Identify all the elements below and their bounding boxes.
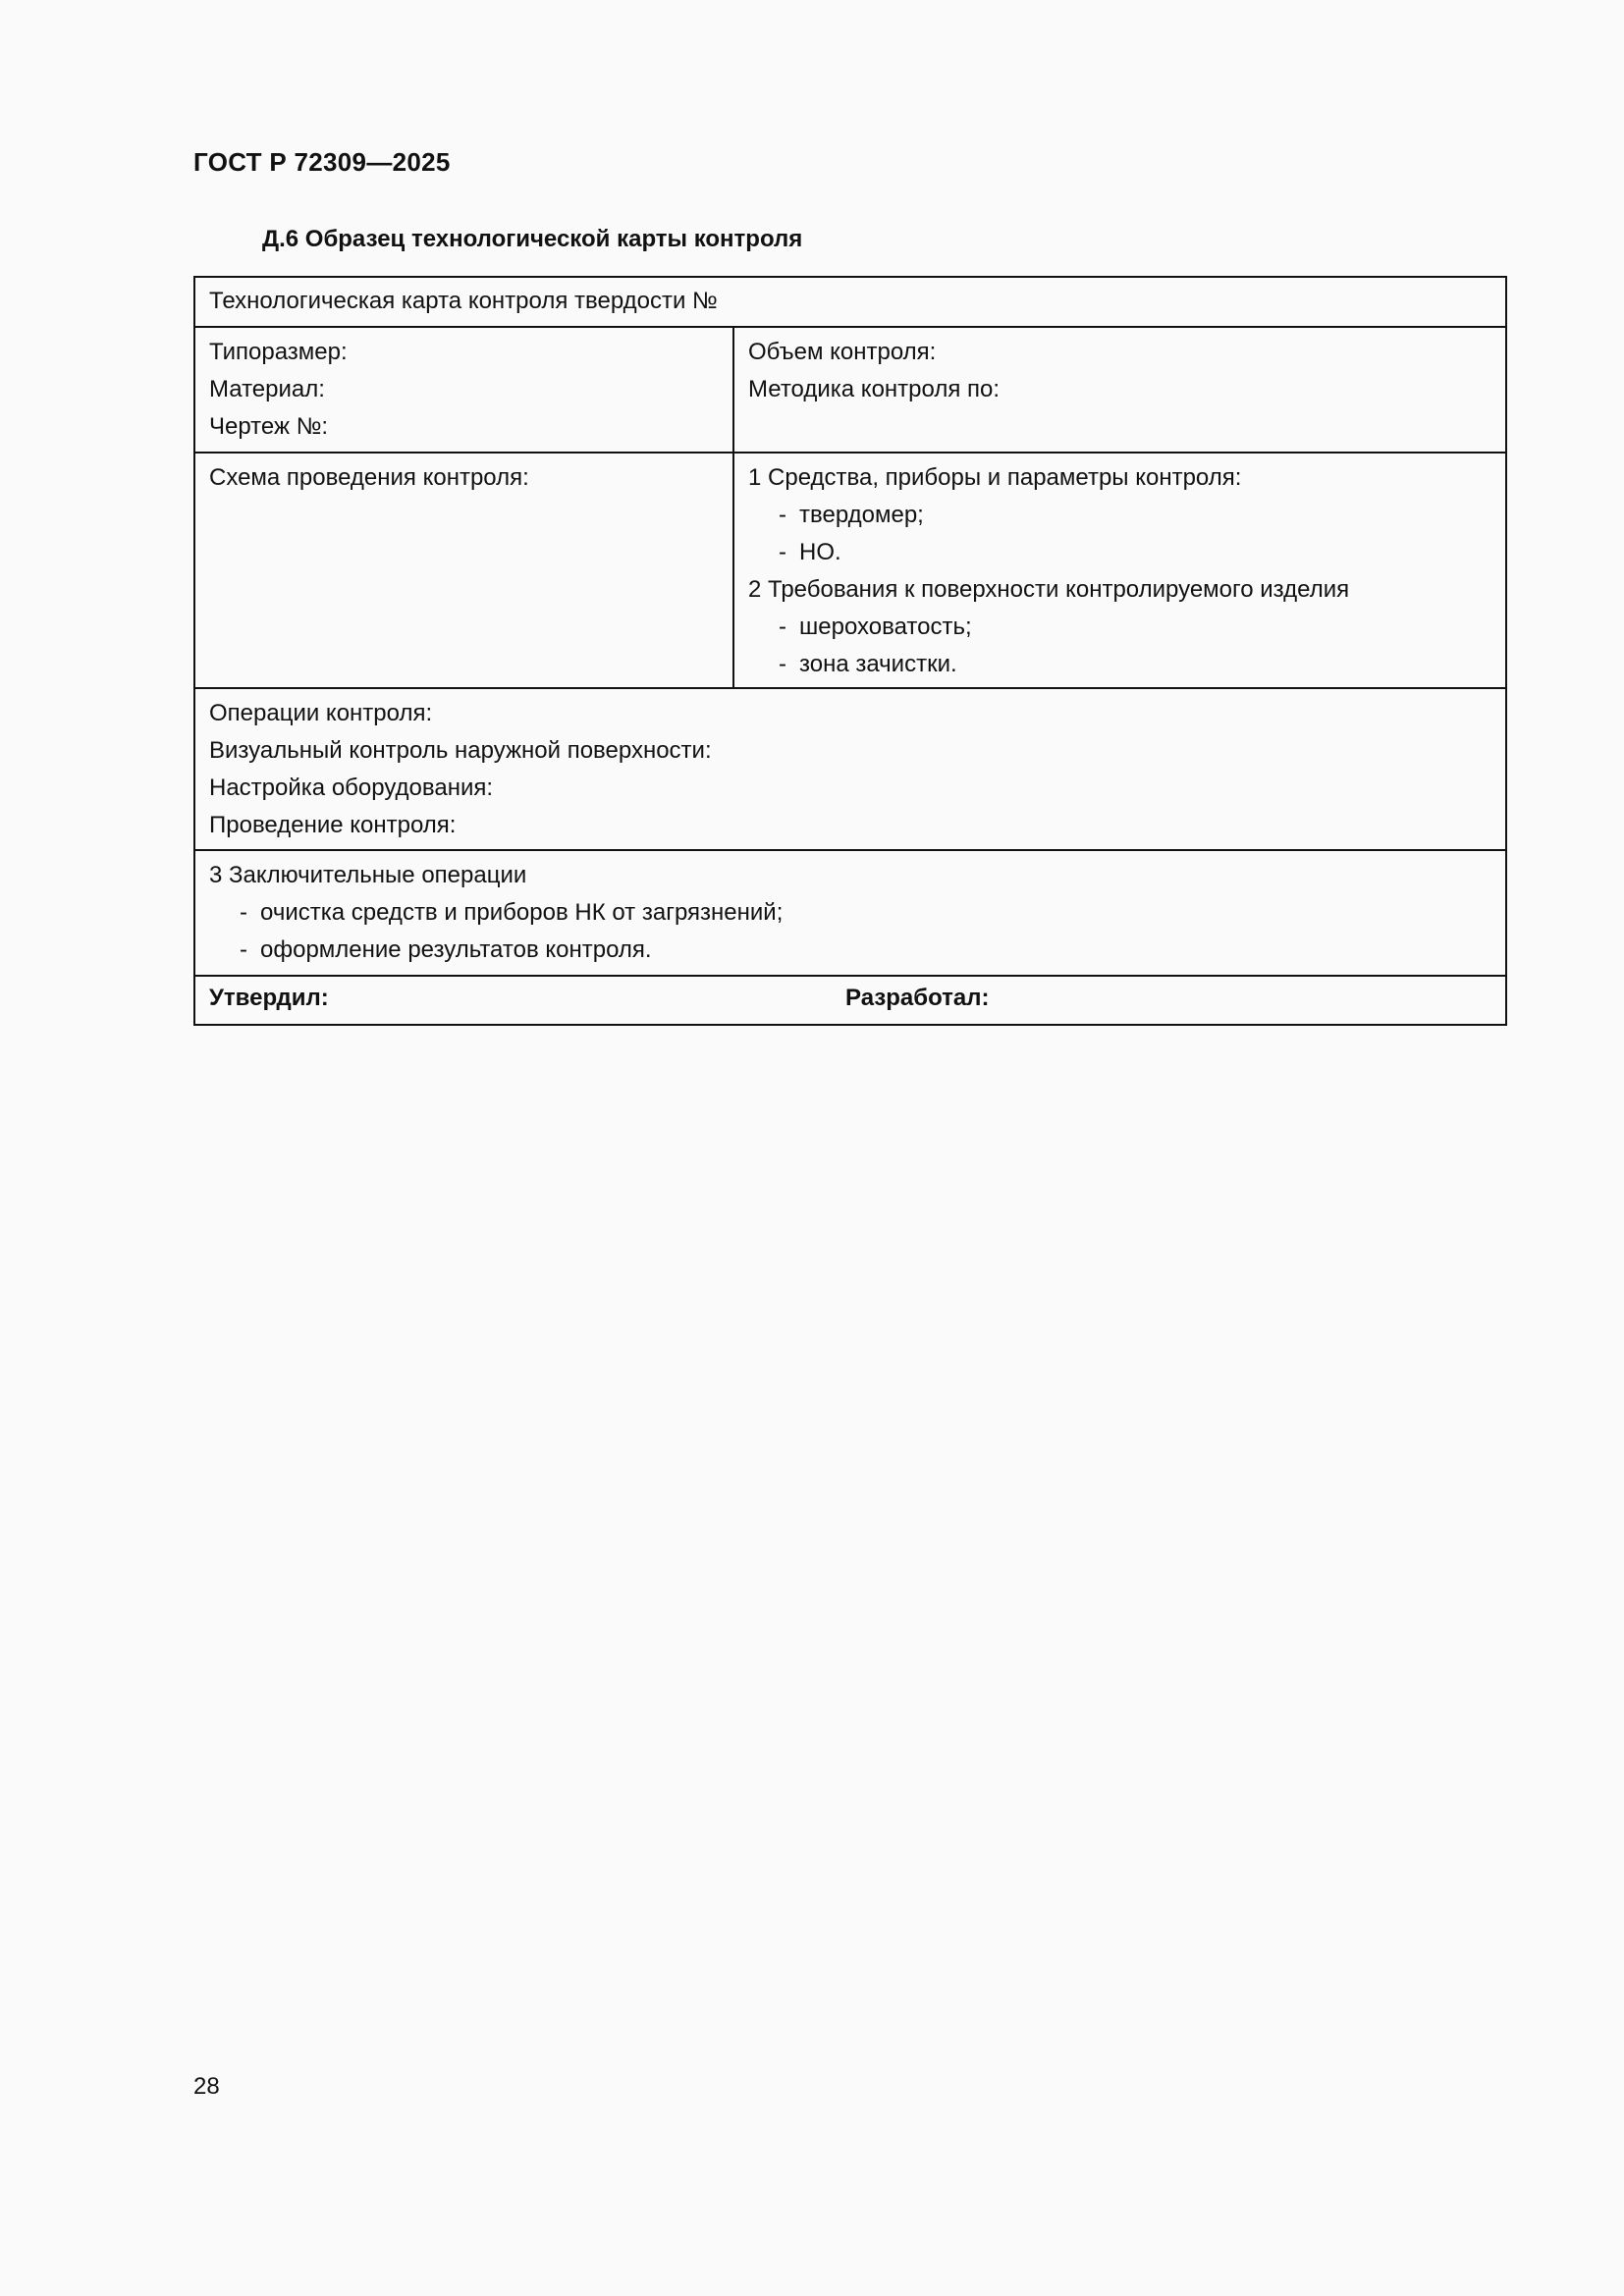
final-item-documentation: оформление результатов контроля. (260, 936, 652, 963)
operations-cell (195, 689, 1505, 849)
document-header: ГОСТ Р 72309—2025 (193, 147, 451, 177)
equipment-setup-label: Настройка оборудования: (209, 774, 494, 801)
card-final-row (195, 849, 1505, 975)
developed-label: Разработал: (845, 985, 990, 1011)
final-item-cleaning: очистка средств и приборов НК от загрязнений; (260, 899, 784, 926)
card-signature-row (195, 975, 1505, 1024)
size-type-label: Типоразмер: (209, 339, 348, 365)
list-item (748, 534, 1491, 571)
dash-marker: - (779, 651, 786, 677)
material-label: Материал: (209, 376, 325, 402)
info-left-cell (195, 328, 734, 452)
card-operations-row (195, 687, 1505, 849)
surface-item-cleaning-zone: зона зачистки. (799, 651, 957, 677)
card-info-row (195, 326, 1505, 452)
page-number: 28 (193, 2073, 220, 2100)
card-title-row (195, 278, 1505, 326)
card-title: Технологическая карта контроля твердости № (209, 288, 718, 314)
scheme-cell (195, 454, 734, 687)
card-scheme-row (195, 452, 1505, 687)
final-heading: 3 Заключительные операции (209, 862, 527, 888)
list-item (748, 497, 1491, 534)
dash-marker: - (240, 899, 247, 926)
section-title: Д.6 Образец технологической карты контроля (262, 226, 803, 252)
control-method-label: Методика контроля по: (748, 376, 1001, 402)
card-title-cell (195, 278, 1505, 326)
dash-marker: - (779, 502, 786, 528)
surface-item-roughness: шероховатость; (799, 614, 972, 640)
list-item (748, 609, 1491, 646)
surface-heading: 2 Требования к поверхности контролируемого изделия (748, 576, 1350, 603)
control-execution-label: Проведение контроля: (209, 812, 457, 838)
dash-marker: - (779, 539, 786, 565)
list-item (209, 894, 1491, 932)
final-operations-cell (195, 851, 1505, 975)
operations-heading: Операции контроля: (209, 700, 433, 726)
control-card-table (193, 276, 1507, 1026)
signature-cell (195, 977, 1505, 1024)
means-item-no: НО. (799, 539, 841, 565)
means-heading: 1 Средства, приборы и параметры контроля: (748, 464, 1242, 491)
list-item (209, 932, 1491, 969)
dash-marker: - (779, 614, 786, 640)
drawing-number-label: Чертеж №: (209, 413, 329, 440)
scheme-label: Схема проведения контроля: (209, 464, 529, 491)
visual-inspection-label: Визуальный контроль наружной поверхности: (209, 737, 712, 764)
list-item (748, 646, 1491, 683)
requirements-cell (734, 454, 1505, 687)
info-right-cell (734, 328, 1505, 452)
control-scope-label: Объем контроля: (748, 339, 937, 365)
approved-label: Утвердил: (209, 985, 329, 1011)
means-item-hardness-tester: твердомер; (799, 502, 924, 528)
dash-marker: - (240, 936, 247, 963)
